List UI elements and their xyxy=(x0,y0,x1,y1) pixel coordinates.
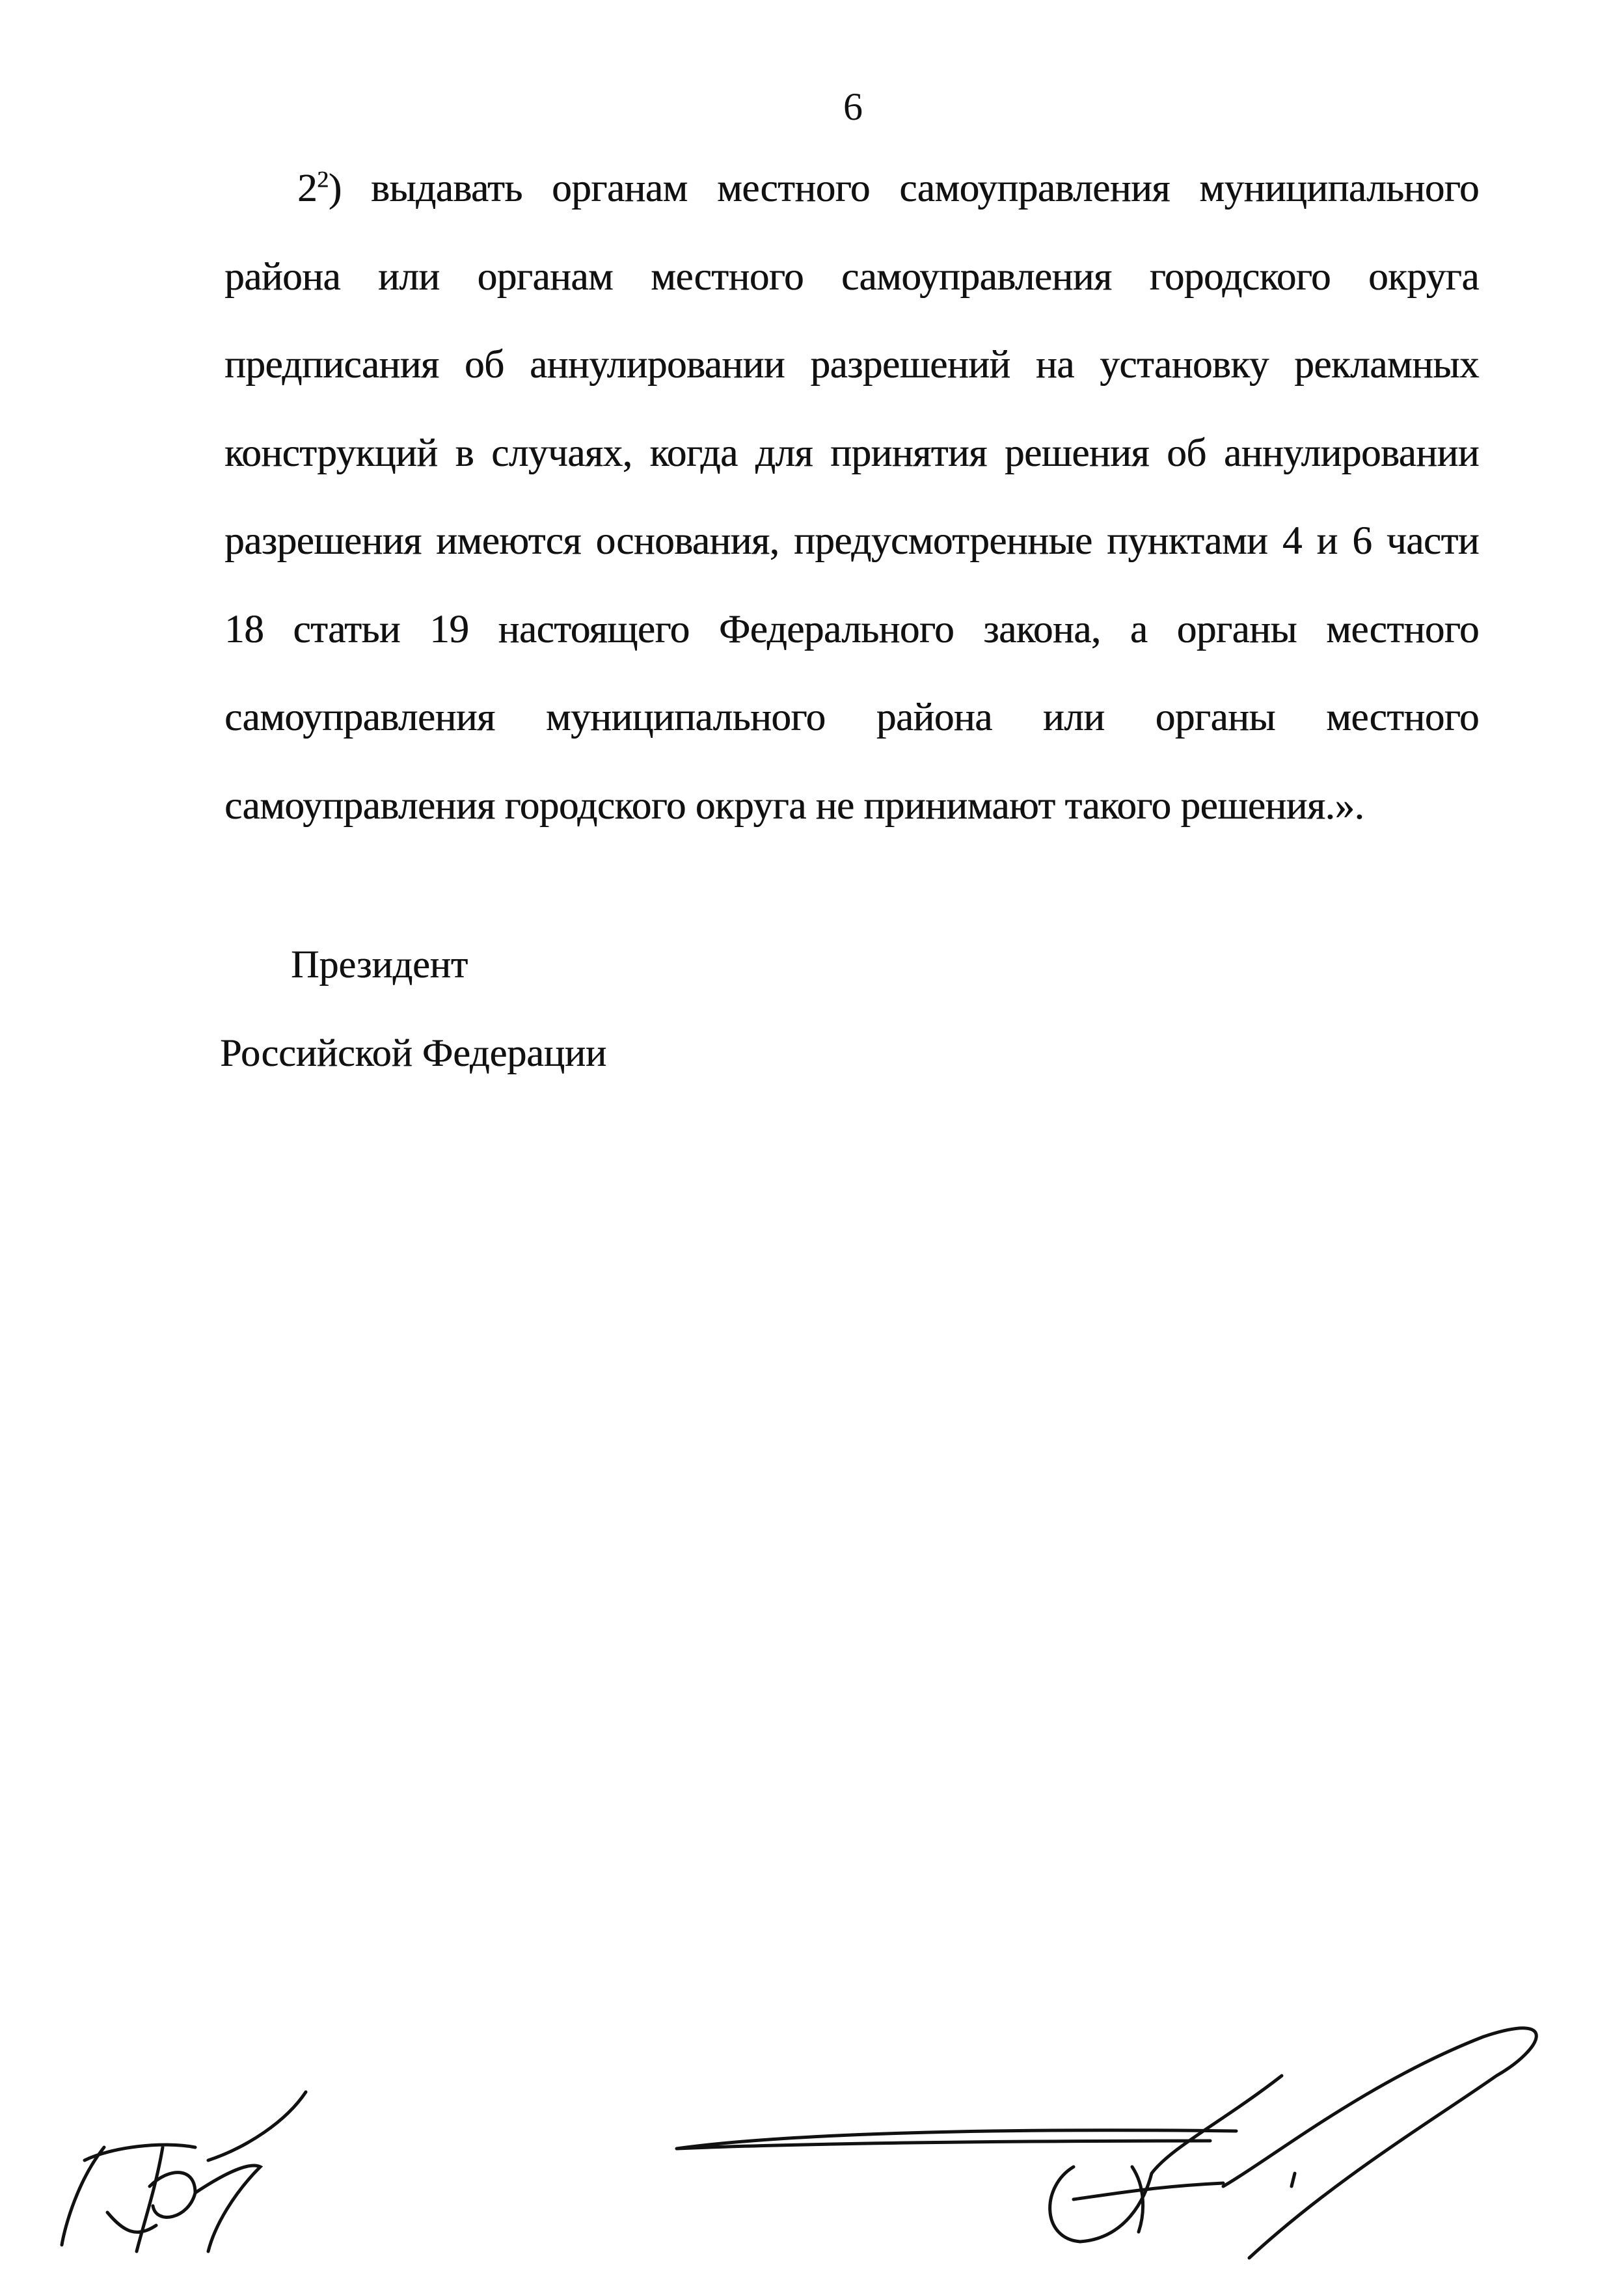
item-number: 2 xyxy=(297,167,318,210)
item-superscript: 2 xyxy=(317,166,329,193)
paragraph-text: ) выдавать органам местного самоуправления муниципального района или органам местного самоуправления городского округа предписания об аннулировании разрешений на установку рекламных конструкций в случаях, когда для принятия решения об аннулировании разрешения имеются основания, предусмотренные пунктами 4 и 6 части 18 статьи 19 настоящего Федерального закона, а органы местного самоуправления муниципального района или органы местного самоуправления городского округа не принимают такого решения.». xyxy=(224,167,1479,828)
president-signature xyxy=(677,2028,1536,2258)
signatory-title-line1: Президент xyxy=(291,943,468,986)
page-number: 6 xyxy=(843,85,863,128)
signatory-title-line2: Российской Федерации xyxy=(220,1031,607,1074)
initials-signature xyxy=(62,2092,306,2251)
